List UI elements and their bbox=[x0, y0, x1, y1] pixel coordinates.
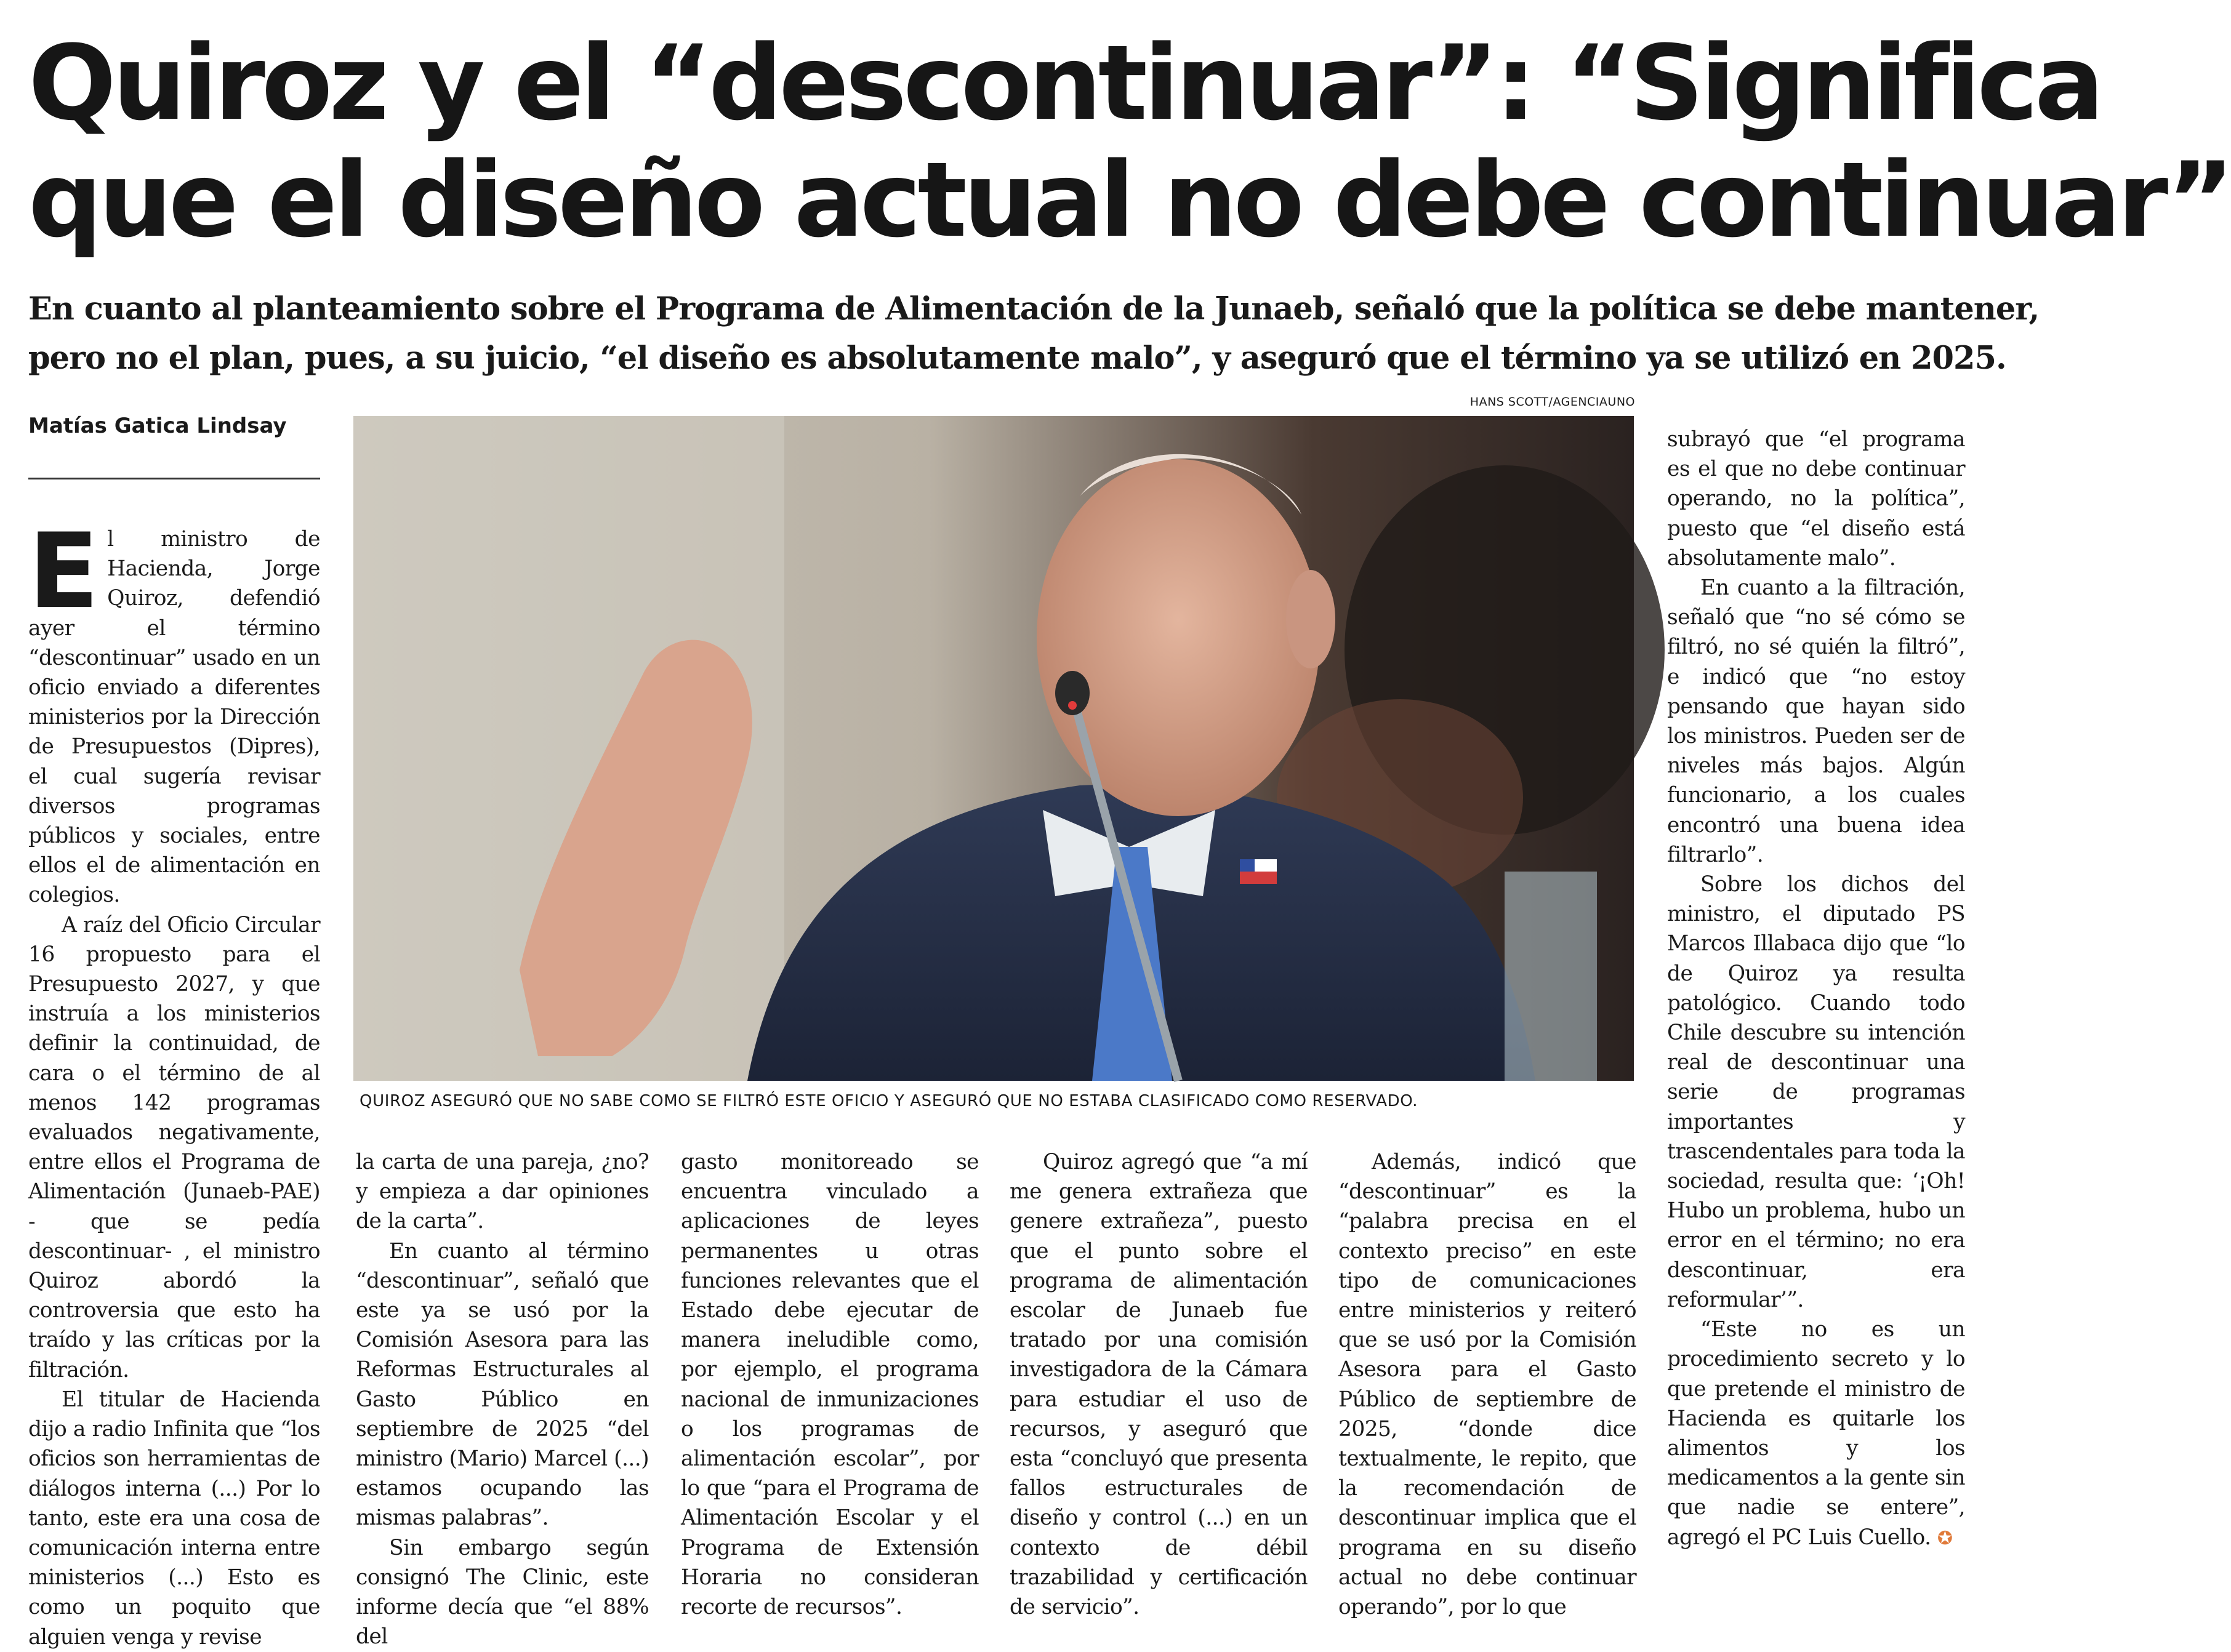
article-photo bbox=[353, 416, 1634, 1081]
byline: Matías Gatica Lindsay bbox=[28, 414, 287, 438]
headline-line-1: Quiroz y el “descontinuar”: “Significa bbox=[28, 23, 2101, 143]
drop-cap: E bbox=[28, 511, 99, 632]
headline bbox=[28, 23, 2231, 260]
paragraph: En cuanto al término “descontinuar”, señaló que este ya se usó por la Comisión Asesora para las Reformas Estructurales al Gasto Público en septiembre de 2025 “del ministro (Mario) Marcel (...) estamos ocupando las mismas palabras”. bbox=[356, 1238, 649, 1531]
paragraph: Sin embargo según consignó The Clinic, este informe decía que “el 88% del bbox=[356, 1535, 649, 1650]
paragraph: A raíz del Oficio Circular 16 propuesto para el Presupuesto 2027, y que instruía a los ministerios definir la continuidad, de cara o el término de al menos 142 programas evaluados negativamente, entre ellos el Programa de Alimentación (Junaeb-PAE) - que se pedía descontinuar- , el ministro Quiroz abordó la controversia que esto ha traído y las críticas por la filtración. bbox=[28, 912, 320, 1382]
photo-credit: HANS SCOTT/AGENCIAUNO bbox=[1469, 395, 1635, 409]
paragraph: Sobre los dichos del ministro, el diputado PS Marcos Illabaca dijo que “lo de Quiroz ya resulta patológico. Cuando todo Chile descubre su intención real de descontinuar una serie de programas importantes y trascendentales para toda la sociedad, resulta que: ‘¡Oh! Hubo un problema, hubo un error en el término; no era descontinuar, era reformular’”. bbox=[1667, 872, 1965, 1312]
text-column-5 bbox=[1338, 1147, 1636, 1622]
paragraph: El titular de Hacienda dijo a radio Infinita que “los oficios son herramientas de diálogos interna (...) Por lo tanto, este era una cosa de comunicación interna entre ministerios (...) Esto es como un poquito que alguien venga y revise bbox=[28, 1387, 320, 1650]
paragraph: la carta de una pareja, ¿no? y empieza a dar opiniones de la carta”. bbox=[356, 1150, 649, 1234]
paragraph: gasto monitoreado se encuentra vinculado a aplicaciones de leyes permanentes u otras funciones relevantes que el Estado debe ejecutar de manera ineludible como, por ejemplo, el programa nacional de inmunizaciones o los programas de alimentación escolar”, por lo que “para el Programa de Alimentación Escolar y el Programa de Extensión Horaria no consideran recorte de recursos”. bbox=[681, 1150, 979, 1620]
text-column-3 bbox=[681, 1147, 979, 1622]
text-column-2 bbox=[356, 1147, 649, 1651]
headline-line-2: que el diseño actual no debe continuar” bbox=[28, 140, 2231, 260]
deck-line-1: En cuanto al planteamiento sobre el Programa de Alimentación de la Junaeb, señaló que la política se debe mantener, bbox=[28, 291, 2040, 327]
text-column-6 bbox=[1667, 425, 1965, 1554]
text-column-4 bbox=[1010, 1147, 1308, 1622]
paragraph bbox=[1667, 1315, 1965, 1554]
paragraph bbox=[28, 511, 320, 910]
paragraph: Además, indicó que “descontinuar” es la “palabra precisa en el contexto preciso” en este tipo de comunicaciones entre ministerios y reiteró que se usó por la Comisión Asesora para el Gasto Público de septiembre de 2025, “donde dice textualmente, le repito, que la recomendación de descontinuar implica que el programa en su diseño actual no debe continuar operando”, por lo que bbox=[1338, 1150, 1636, 1620]
paragraph-text: l ministro de Hacienda, Jorge Quiroz, defendió ayer el término “descontinuar” usado en un oficio enviado a diferentes ministerios por la Dirección de Presupuestos (Dipres), el cual sugería revisar diversos programas públicos y sociales, entre ellos el de alimentación en colegios. bbox=[28, 527, 320, 908]
deck-line-2: pero no el plan, pues, a su juicio, “el diseño es absolutamente malo”, y aseguró que el término ya se utilizó en 2025. bbox=[28, 340, 2006, 377]
paragraph: subrayó que “el programa es el que no debe continuar operando, no la política”, puesto que “el diseño está absolutamente malo”. bbox=[1667, 427, 1965, 571]
paragraph: En cuanto a la filtración, señaló que “no sé cómo se filtró, no sé quién la filtró”, e indicó que “no estoy pensando que hayan sido los ministros. Pueden ser de niveles más bajos. Algún funcionario, a los cuales encontró una buena idea filtrarlo”. bbox=[1667, 575, 1965, 867]
end-mark-icon: ✪ bbox=[1937, 1527, 1953, 1549]
paragraph-text: “Este no es un procedimiento secreto y lo que pretende el ministro de Hacienda es quitarle los alimentos y los medicamentos a la gente sin que nadie se entere”, agregó el PC Luis Cuello. bbox=[1667, 1317, 1965, 1550]
photo-caption: QUIROZ ASEGURÓ QUE NO SABE COMO SE FILTRÓ ESTE OFICIO Y ASEGURÓ QUE NO ESTABA CLASIFICADO COMO RESERVADO. bbox=[360, 1092, 1418, 1110]
text-column-1 bbox=[28, 511, 320, 1652]
byline-rule bbox=[28, 478, 320, 479]
paragraph: Quiroz agregó que “a mí me genera extrañeza que genere extrañeza”, puesto que el punto sobre el programa de alimentación escolar de Junaeb fue tratado por una comisión investigadora de la Cámara para estudiar el uso de recursos, y aseguró que esta “concluyó que presenta fallos estructurales de diseño y control (...) en un contexto de débil trazabilidad y certificación de servicio”. bbox=[1010, 1150, 1308, 1620]
photo-illustration bbox=[353, 416, 1634, 1081]
deck-subheadline bbox=[28, 284, 2040, 383]
